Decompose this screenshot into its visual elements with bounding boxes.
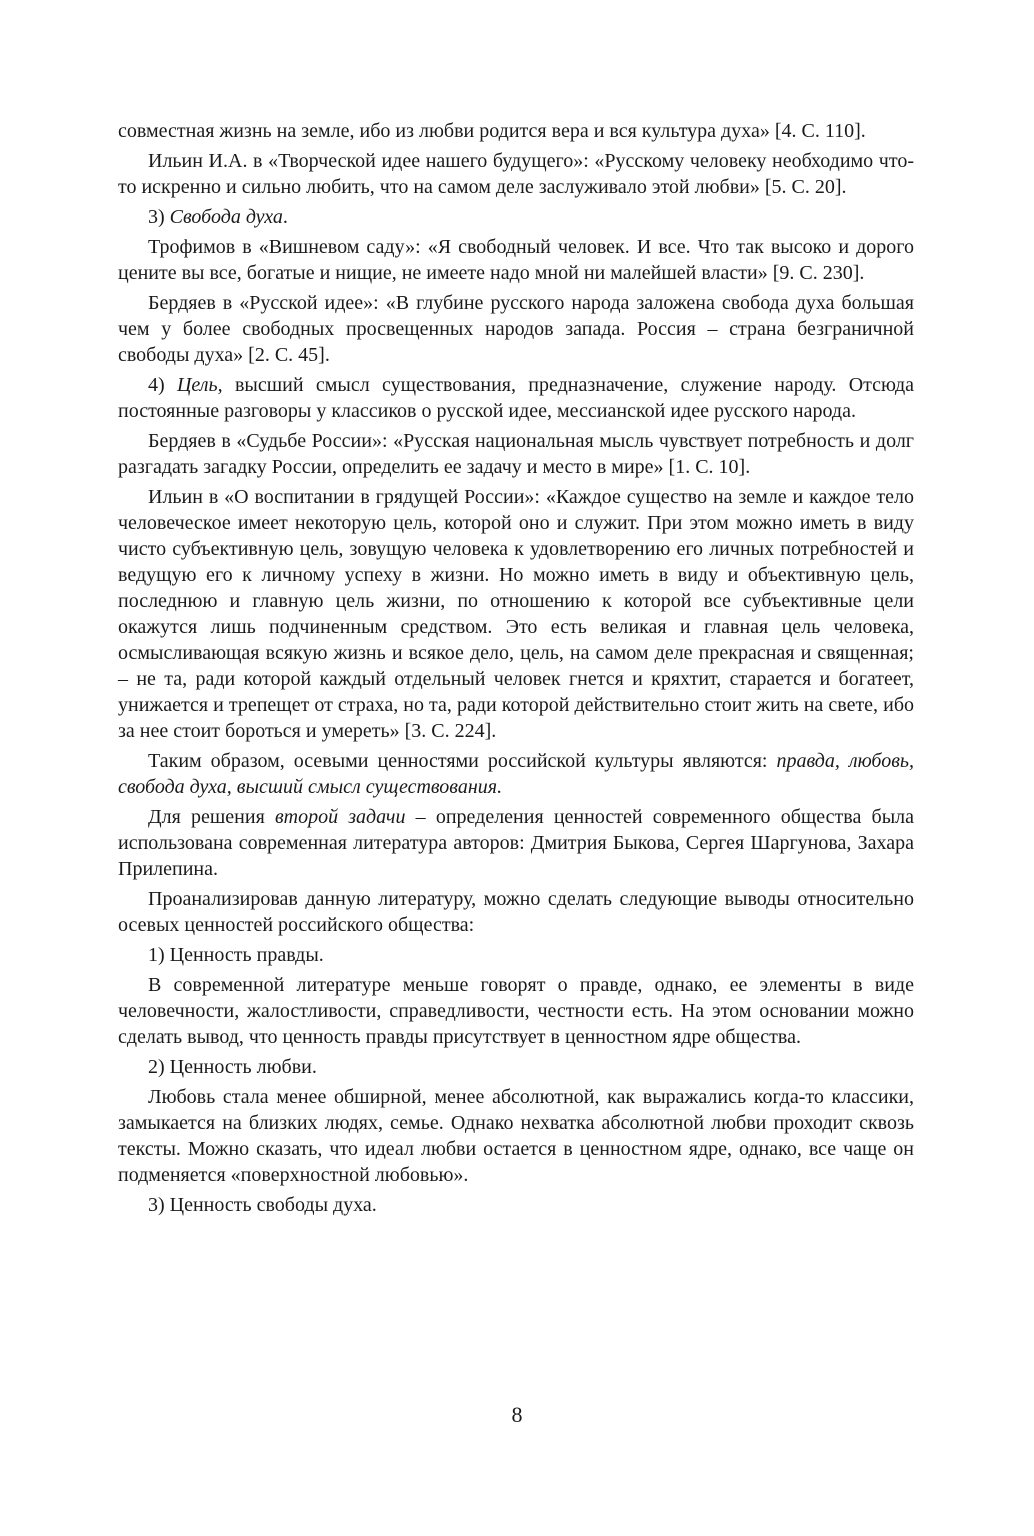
paragraph-7: Бердяев в «Судьбе России»: «Русская национальная мысль чувствует потребность и долг разгадать загадку России, определить ее задачу и место в мире» [1. С. 10]. [118, 430, 914, 478]
paragraph-13: В современной литературе меньше говорят о правде, однако, ее элементы в виде человечности, жалостливости, справедливости, честности есть. На этом основании можно сделать вывод, что ценность правды присутствует в ценностном ядре общества. [118, 974, 914, 1048]
italic-term: правда, любовь, свобода духа, высший смысл существования. [118, 750, 914, 798]
paragraph-1: совместная жизнь на земле, ибо из любви родится вера и вся культура духа» [4. С. 110]. [118, 120, 866, 142]
paragraph-10: Для решения второй задачи – определения ценностей современного общества была использована современная литература авторов: Дмитрия Быкова, Сергея Шаргунова, Захара Прилепина. [118, 806, 915, 880]
paragraph-14: 2) Ценность любви. [148, 1056, 317, 1078]
paragraph-8: Ильин в «О воспитании в грядущей России»: «Каждое существо на земле и каждое тело человеческое имеет некоторую цель, которой оно и служит. При этом можно иметь в виду чисто субъективную цель, зовущую человека к удовлетворению его личных потребностей и ведущую его к личному успеху в жизни. Но можно иметь в виду и объективную цель, последнюю и главную цель жизни, по отношению к которой все субъективные цели окажутся лишь подчиненным средством. Это есть великая и главная цель человека, осмысливающая всякую жизнь и всякое дело, цель, на самом деле прекрасная и священная; – не та, ради которой каждый отдельный человек гнется и кряхтит, старается и богатеет, унижается и трепещет от страха, но та, ради которой действительно стоит жить на свете, ибо за нее стоит бороться и умереть» [3. С. 224]. [118, 486, 914, 742]
paragraph-6: 4) Цель, высший смысл существования, предназначение, служение народу. Отсюда постоянные разговоры у классиков о русской идее, мессианской идее русского народа. [118, 374, 914, 422]
paragraph-3: 3) Свобода духа. [148, 206, 288, 228]
paragraph-15: Любовь стала менее обширной, менее абсолютной, как выражались когда-то классики, замыкается на близких людях, семье. Однако нехватка абсолютной любви проходит сквозь тексты. Можно сказать, что идеал любви остается в ценностном ядре, однако, все чаще он подменяется «поверхностной любовью». [118, 1086, 914, 1186]
italic-term: второй задачи [274, 806, 406, 828]
paragraph-4: Трофимов в «Вишневом саду»: «Я свободный человек. И все. Что так высоко и дорого цените вы все, богатые и нищие, не имеете надо мной ни малейшей власти» [9. С. 230]. [118, 236, 914, 284]
paragraph-9: Таким образом, осевыми ценностями российской культуры являются: правда, любовь, свобода духа, высший смысл существования. [118, 750, 914, 798]
paragraph-2: Ильин И.А. в «Творческой идее нашего будущего»: «Русскому человеку необходимо что-то искренно и сильно любить, что на самом деле заслуживало этой любви» [5. С. 20]. [118, 150, 914, 198]
document-body [118, 118, 914, 1222]
paragraph-5: Бердяев в «Русской идее»: «В глубине русского народа заложена свобода духа большая чем у более свободных просвещенных народов запада. Россия – страна безграничной свободы духа» [2. С. 45]. [118, 292, 914, 366]
page-number: 8 [511, 1402, 523, 1427]
paragraph-16: 3) Ценность свободы духа. [148, 1194, 377, 1216]
italic-term: Цель, [176, 374, 223, 396]
paragraph-11: Проанализировав данную литературу, можно сделать следующие выводы относительно осевых ценностей российского общества: [118, 888, 914, 936]
italic-term: Свобода духа [169, 206, 283, 228]
paragraph-12: 1) Ценность правды. [148, 944, 324, 966]
